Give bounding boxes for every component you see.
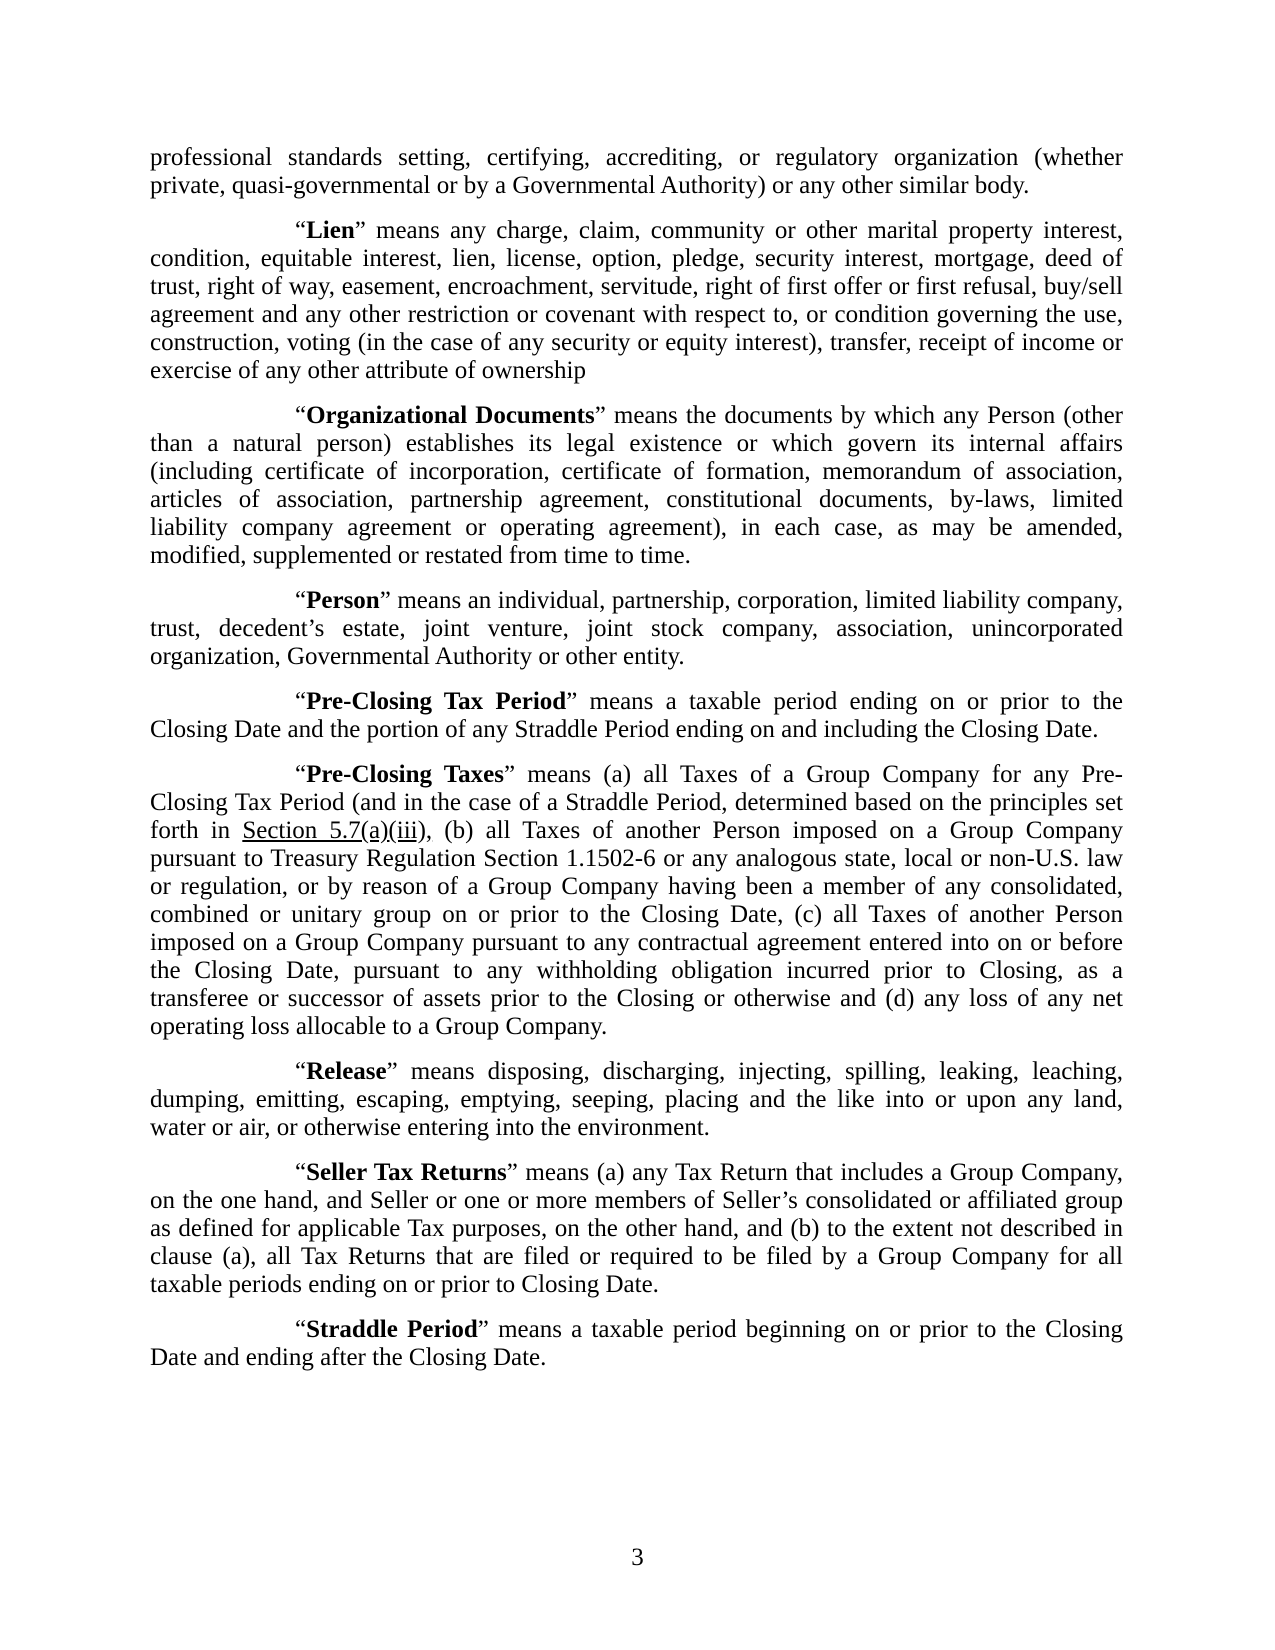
definition-release [150,1058,1123,1142]
open-quote: “ [295,217,307,244]
definition-body-lien: means any charge, claim, community or other marital property interest, condition, equitable interest, lien, license, option, pledge, security interest, mortgage, deed of trust, right of way, easement, encroachment, servitude, right of first offer or first refusal, buy/sell agreement and any other restriction or covenant with respect to, or condition governing the use, construction, voting (in the case of any security or equity interest), transfer, receipt of income or exercise of any other attribute of ownership [150,217,1123,384]
definition-organizational-documents [150,402,1123,570]
definition-person [150,587,1123,671]
open-quote: “ [295,1316,307,1343]
open-quote: “ [295,587,307,614]
defined-term-pre-closing-taxes: Pre-Closing Taxes [306,761,504,788]
definition-body-person: means an individual, partnership, corporation, limited liability company, trust, decedent’s estate, joint venture, joint stock company, association, unincorporated organization, Governmental Authority or other entity. [150,587,1123,670]
defined-term-seller-tax-returns: Seller Tax Returns [306,1159,507,1186]
definition-pre-closing-tax-period [150,688,1123,744]
definition-pre-closing-taxes [150,761,1123,1041]
definition-body-after-link: (b) all Taxes of another Person imposed on a Group Company pursuant to Treasury Regulation Section 1.1502-6 or any analogous state, local or non-U.S. law or regulation, or by reason of a Group Company having been a member of any consolidated, combined or unitary group on or prior to the Closing Date, (c) all Taxes of another Person imposed on a Group Company pursuant to any contractual agreement entered into on or before the Closing Date, pursuant to any withholding obligation incurred prior to Closing, as a transferee or successor of assets prior to the Closing or otherwise and (d) any loss of any net operating loss allocable to a Group Company. [150,817,1123,1040]
defined-term-release: Release [306,1058,387,1085]
definition-body-straddle-period: means a taxable period beginning on or prior to the Closing Date and ending after the Closing Date. [150,1316,1123,1371]
defined-term-pre-closing-tax-period: Pre-Closing Tax Period [306,688,567,715]
close-quote: ” [503,761,516,788]
close-quote: ” [594,402,606,429]
open-quote: “ [295,402,307,429]
defined-term-organizational-documents: Organizational Documents [306,402,595,429]
open-quote: “ [295,761,307,788]
intro-paragraph [150,144,1123,200]
close-quote: ” [379,587,391,614]
close-quote: ” [506,1159,518,1186]
close-quote: ” [354,217,366,244]
close-quote: ” [477,1316,489,1343]
open-quote: “ [295,1058,307,1085]
section-5-7-a-iii-reference-link[interactable]: Section 5.7(a)(iii), [242,817,433,844]
open-quote: “ [295,1159,307,1186]
defined-term-lien: Lien [306,217,355,244]
definition-body-before-link: means (a) all Taxes of a Group Company for any Pre-Closing Tax Period (and in the case of a Straddle Period, determined based on the principles set forth in [150,761,1123,844]
definition-body-organizational-documents: means the documents by which any Person (other than a natural person) establishes its legal existence or which govern its internal affairs (including certificate of incorporation, certificate of formation, memorandum of association, articles of association, partnership agreement, constitutional documents, by-laws, limited liability company agreement or operating agreement), in each case, as may be amended, modified, supplemented or restated from time to time. [150,402,1123,569]
close-quote: ” [386,1058,398,1085]
definition-body-release: means disposing, discharging, injecting, spilling, leaking, leaching, dumping, emitting, escaping, emptying, seeping, placing and the like into or upon any land, water or air, or otherwise entering into the environment. [150,1058,1123,1141]
open-quote: “ [295,688,307,715]
defined-term-straddle-period: Straddle Period [306,1316,478,1343]
definition-seller-tax-returns [150,1159,1123,1299]
defined-term-person: Person [306,587,380,614]
definition-lien [150,217,1123,385]
definition-straddle-period [150,1316,1123,1372]
definition-body-pre-closing-tax-period: means a taxable period ending on or prior to the Closing Date and the portion of any Straddle Period ending on and including the Closing Date. [150,688,1123,743]
definition-body-seller-tax-returns: means (a) any Tax Return that includes a Group Company, on the one hand, and Seller or one or more members of Seller’s consolidated or affiliated group as defined for applicable Tax purposes, on the other hand, and (b) to the extent not described in clause (a), all Tax Returns that are filed or required to be filed by a Group Company for all taxable periods ending on or prior to Closing Date. [150,1159,1123,1298]
close-quote: ” [566,688,578,715]
intro-paragraph-text: professional standards setting, certifying, accrediting, or regulatory organization (whether private, quasi-governmental or by a Governmental Authority) or any other similar body. [150,144,1123,199]
page-number: 3 [631,1544,644,1571]
